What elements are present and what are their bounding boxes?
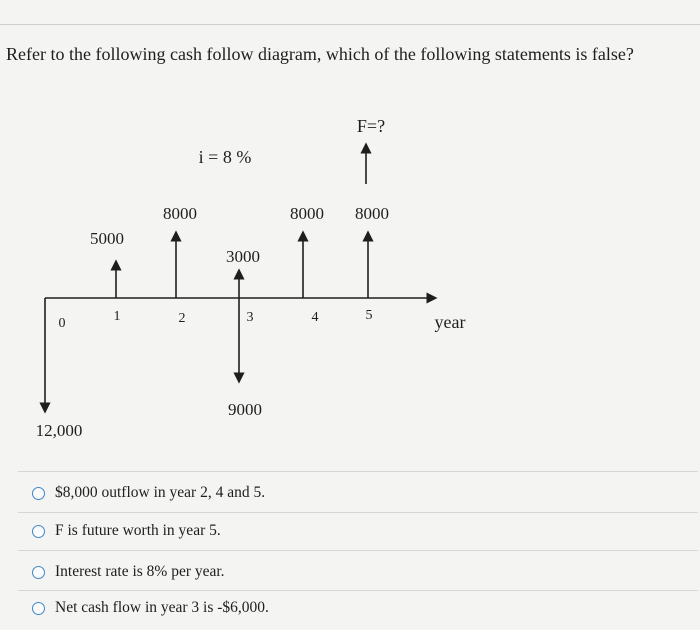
- year1-inflow-label: 5000: [90, 229, 124, 248]
- option-4[interactable]: [32, 595, 269, 621]
- year3-outflow-label: 9000: [228, 400, 262, 419]
- period-label-5: 5: [365, 308, 373, 323]
- year2-inflow-label: 8000: [163, 204, 197, 223]
- option-4-label: Net cash flow in year 3 is -$6,000.: [55, 599, 269, 616]
- option-2-label: F is future worth in year 5.: [55, 522, 221, 539]
- option-divider: [18, 512, 698, 513]
- option-divider: [18, 590, 698, 591]
- year3-inflow-label: 3000: [226, 247, 260, 266]
- future-worth-label: F=?: [356, 116, 386, 136]
- option-1[interactable]: [32, 480, 265, 506]
- interest-rate-label: i = 8 %: [198, 147, 252, 167]
- period-label-4: 4: [311, 310, 319, 325]
- option-2[interactable]: [32, 518, 221, 544]
- radio-icon[interactable]: [32, 487, 45, 500]
- option-divider: [18, 471, 698, 472]
- year4-inflow-label: 8000: [290, 204, 324, 223]
- radio-icon[interactable]: [32, 602, 45, 615]
- period-label-1: 1: [113, 309, 121, 324]
- period-label-0: 0: [58, 316, 66, 331]
- option-3-label: Interest rate is 8% per year.: [55, 563, 225, 580]
- axis-unit-label: year: [434, 312, 466, 332]
- year0-outflow-label: 12,000: [35, 421, 83, 440]
- question-text: Refer to the following cash follow diagram, which of the following statements is false?: [6, 44, 634, 64]
- year5-inflow-label: 8000: [355, 204, 389, 223]
- period-label-2: 2: [178, 311, 186, 326]
- radio-icon[interactable]: [32, 566, 45, 579]
- option-1-label: $8,000 outflow in year 2, 4 and 5.: [55, 484, 266, 501]
- option-3[interactable]: [32, 559, 225, 585]
- period-label-3: 3: [246, 310, 254, 325]
- radio-icon[interactable]: [32, 525, 45, 538]
- option-divider: [18, 550, 698, 551]
